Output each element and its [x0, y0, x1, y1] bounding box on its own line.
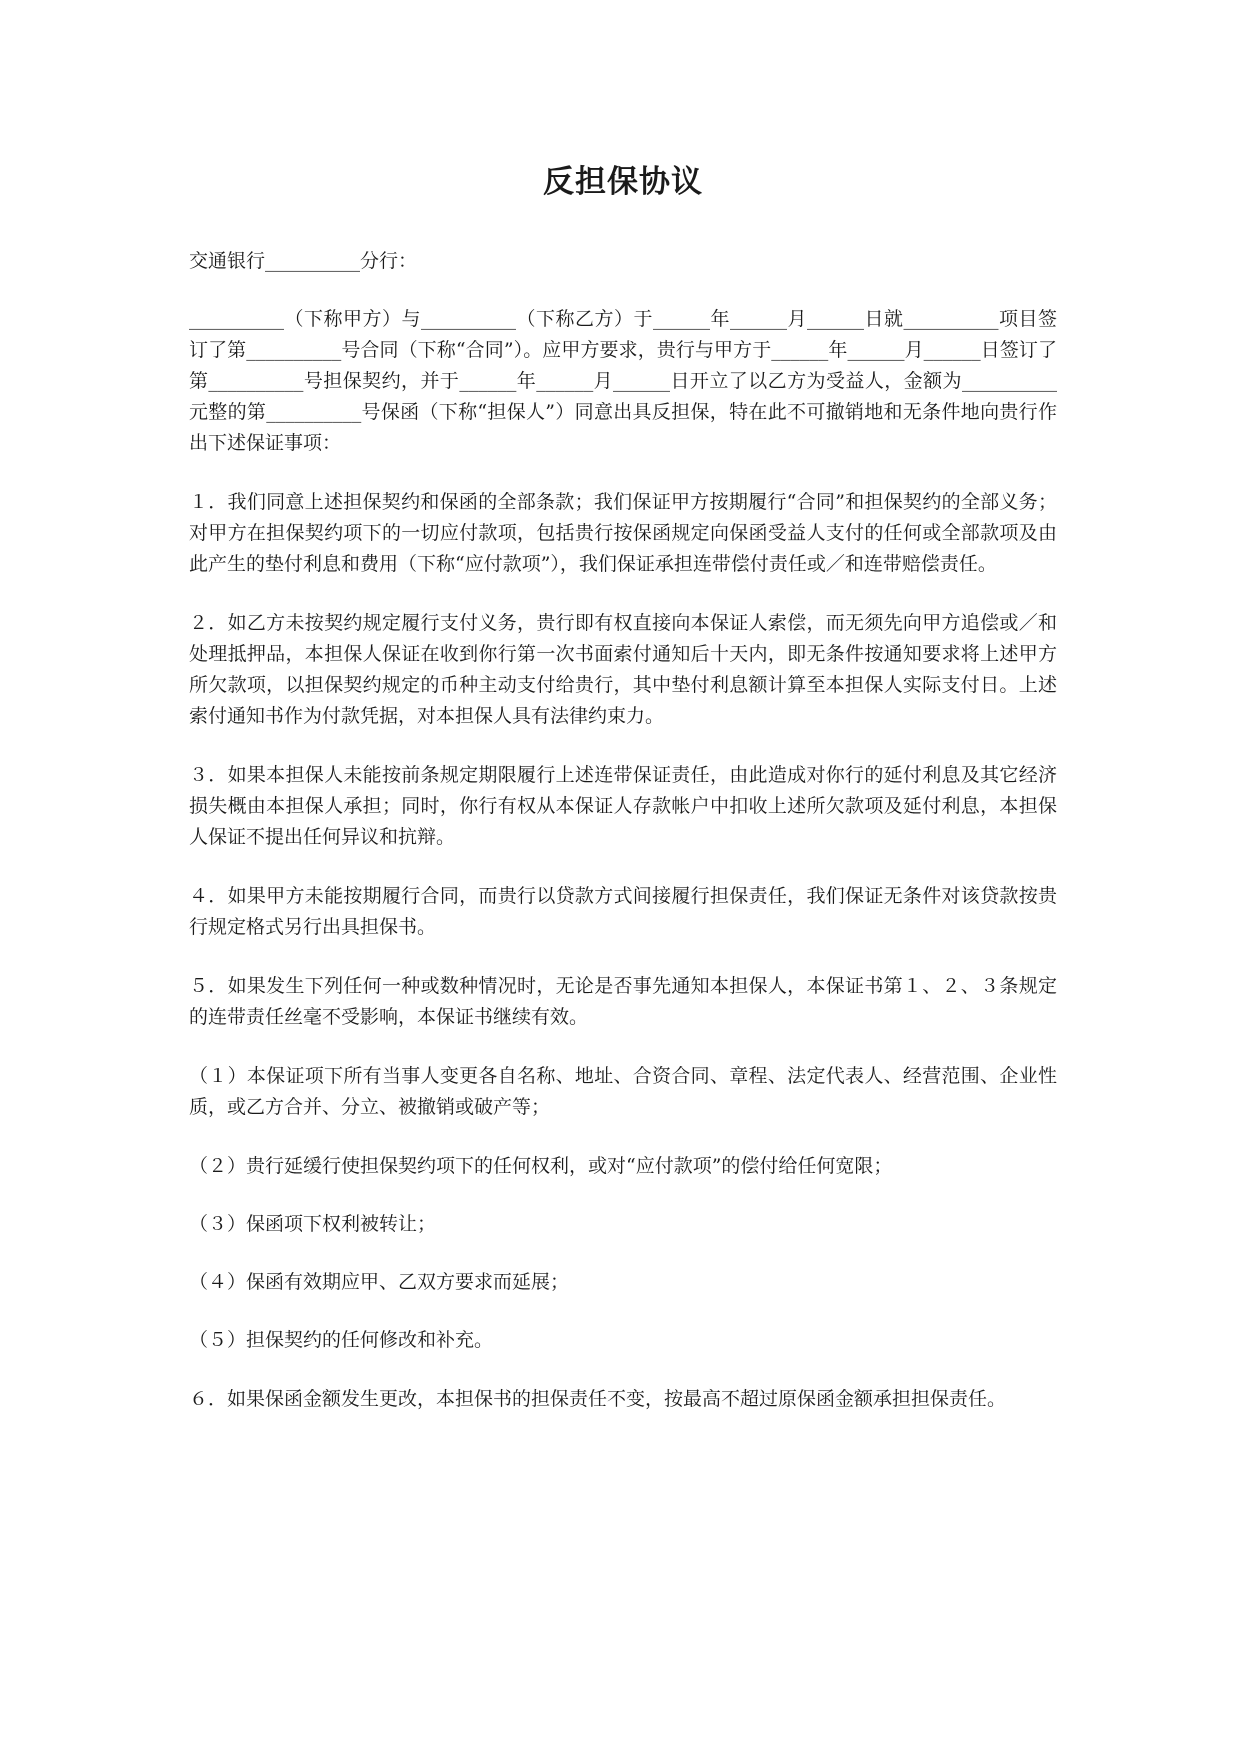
sub-item-2: （２）贵行延缓行使担保契约项下的任何权利，或对“应付款项”的偿付给任何宽限； [189, 1155, 893, 1177]
clause-1: １．我们同意上述担保契约和保函的全部条款；我们保证甲方按期履行“合同”和担保契约的全部义务；对甲方在担保契约项下的一切应付款项，包括贵行按保函规定向保函受益人支付的任何或全部款项及由此产生的垫付利息和费用（下称“应付款项”），我们保证承担连带偿付责任或／和连带赔偿责任。 [189, 491, 1057, 575]
clause-4: ４．如果甲方未能按期履行合同，而贵行以贷款方式间接履行担保责任，我们保证无条件对该贷款按贵行规定格式另行出具担保书。 [189, 885, 1057, 938]
sub-item-4: （４）保函有效期应甲、乙双方要求而延展； [189, 1271, 570, 1293]
document-title: 反担保协议 [543, 164, 703, 200]
intro-paragraph: __________（下称甲方）与__________（下称乙方）于______年______月______日就__________项目签订了第__________号合同（下称“合同”）。应甲方要求，贵行与甲方于______年______月______日签订了第__________号担保契约，并于______年______月______日开立了以乙方为受益人，金额为__________元整的第__________号保函（下称“担保人”）同意出具反担保，特在此不可撤销地和无条件地向贵行作出下述保证事项： [189, 308, 1057, 454]
sub-item-3: （３）保函项下权利被转让； [189, 1213, 437, 1235]
document-page [189, 160, 1057, 1443]
clause-3: ３．如果本担保人未能按前条规定期限履行上述连带保证责任，由此造成对你行的延付利息及其它经济损失概由本担保人承担；同时，你行有权从本保证人存款帐户中扣收上述所欠款项及延付利息，本担保人保证不提出任何异议和抗辩。 [189, 764, 1057, 848]
clause-6: ６．如果保函金额发生更改，本担保书的担保责任不变，按最高不超过原保函金额承担担保责任。 [189, 1388, 1007, 1410]
sub-item-1: （１）本保证项下所有当事人变更各自名称、地址、合资合同、章程、法定代表人、经营范围、企业性质，或乙方合并、分立、被撤销或破产等； [189, 1065, 1057, 1118]
clause-2: ２．如乙方未按契约规定履行支付义务，贵行即有权直接向本保证人索偿，而无须先向甲方追偿或／和处理抵押品，本担保人保证在收到你行第一次书面索付通知后十天内，即无条件按通知要求将上述甲方所欠款项，以担保契约规定的币种主动支付给贵行，其中垫付利息额计算至本担保人实际支付日。上述索付通知书作为付款凭据，对本担保人具有法律约束力。 [189, 612, 1057, 727]
clause-5: ５．如果发生下列任何一种或数种情况时，无论是否事先通知本担保人，本保证书第１、２、３条规定的连带责任丝毫不受影响，本保证书继续有效。 [189, 975, 1057, 1028]
addressee-line: 交通银行__________分行： [189, 250, 418, 272]
sub-item-5: （５）担保契约的任何修改和补充。 [189, 1329, 494, 1351]
